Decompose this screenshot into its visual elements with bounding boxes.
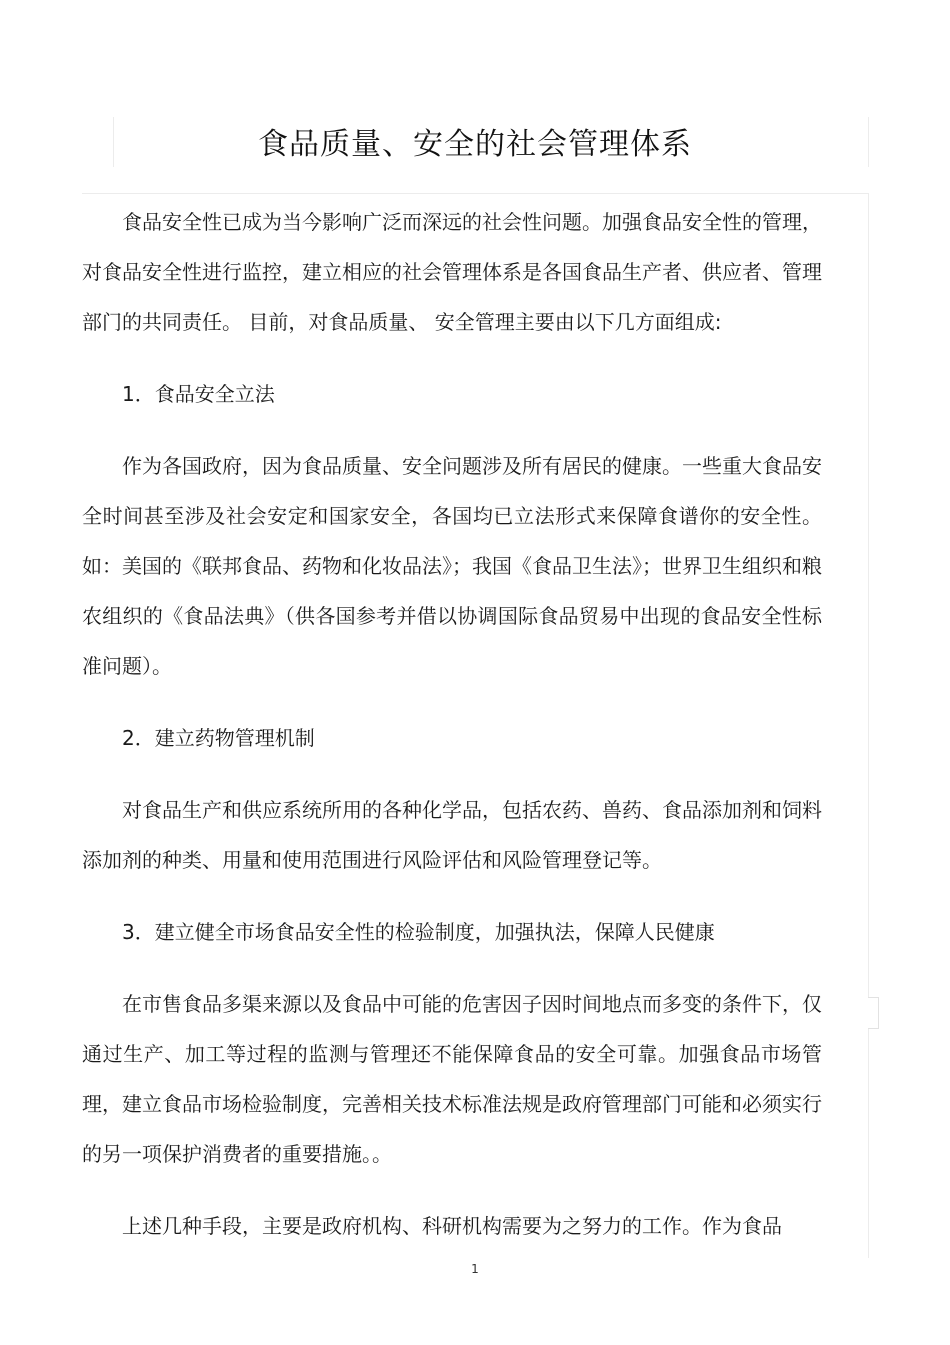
header-divider — [82, 193, 869, 194]
page-rule-right — [868, 193, 869, 1258]
page-number: 1 — [471, 1262, 479, 1276]
section-paragraph-3: 在市售食品多渠来源以及食品中可能的危害因子因时间地点而多变的条件下，仅通过生产、加工等过程的监测与管理还不能保障食品的安全可靠。加强食品市场管理，建立食品市场检验制度，完善相关技术标准法规是政府管理部门可能和必须实行的另一项保护消费者的重要措施。。 — [82, 992, 822, 1166]
section-heading-1: 1．食品安全立法 — [122, 382, 275, 406]
closing-paragraph: 上述几种手段，主要是政府机构、科研机构需要为之努力的工作。作为食品 — [122, 1214, 782, 1238]
document-title: 食品质量、安全的社会管理体系 — [258, 127, 692, 162]
section-paragraph-1: 作为各国政府，因为食品质量、安全问题涉及所有居民的健康。一些重大食品安全时间甚至涉及社会安定和国家安全，各国均已立法形式来保障食谱你的安全性。如：美国的《联邦食品、药物和化妆品法》；我国《食品卫生法》；世界卫生组织和粮农组织的《食品法典》（供各国参考并借以协调国际食品贸易中出现的食品安全性标准问题）。 — [82, 454, 822, 678]
page-side-tab — [868, 997, 879, 1029]
section-paragraph-2: 对食品生产和供应系统所用的各种化学品，包括农药、兽药、食品添加剂和饲料添加剂的种类、用量和使用范围进行风险评估和风险管理登记等。 — [82, 798, 822, 872]
document-body — [82, 197, 822, 1273]
intro-paragraph: 食品安全性已成为当今影响广泛而深远的社会性问题。加强食品安全性的管理，对食品安全性进行监控，建立相应的社会管理体系是各国食品生产者、供应者、管理部门的共同责任。 目前，对食品质量、 安全管理主要由以下几方面组成: — [82, 210, 822, 334]
section-heading-3: 3．建立健全市场食品安全性的检验制度，加强执法，保障人民健康 — [122, 920, 715, 944]
section-heading-2: 2．建立药物管理机制 — [122, 726, 315, 750]
